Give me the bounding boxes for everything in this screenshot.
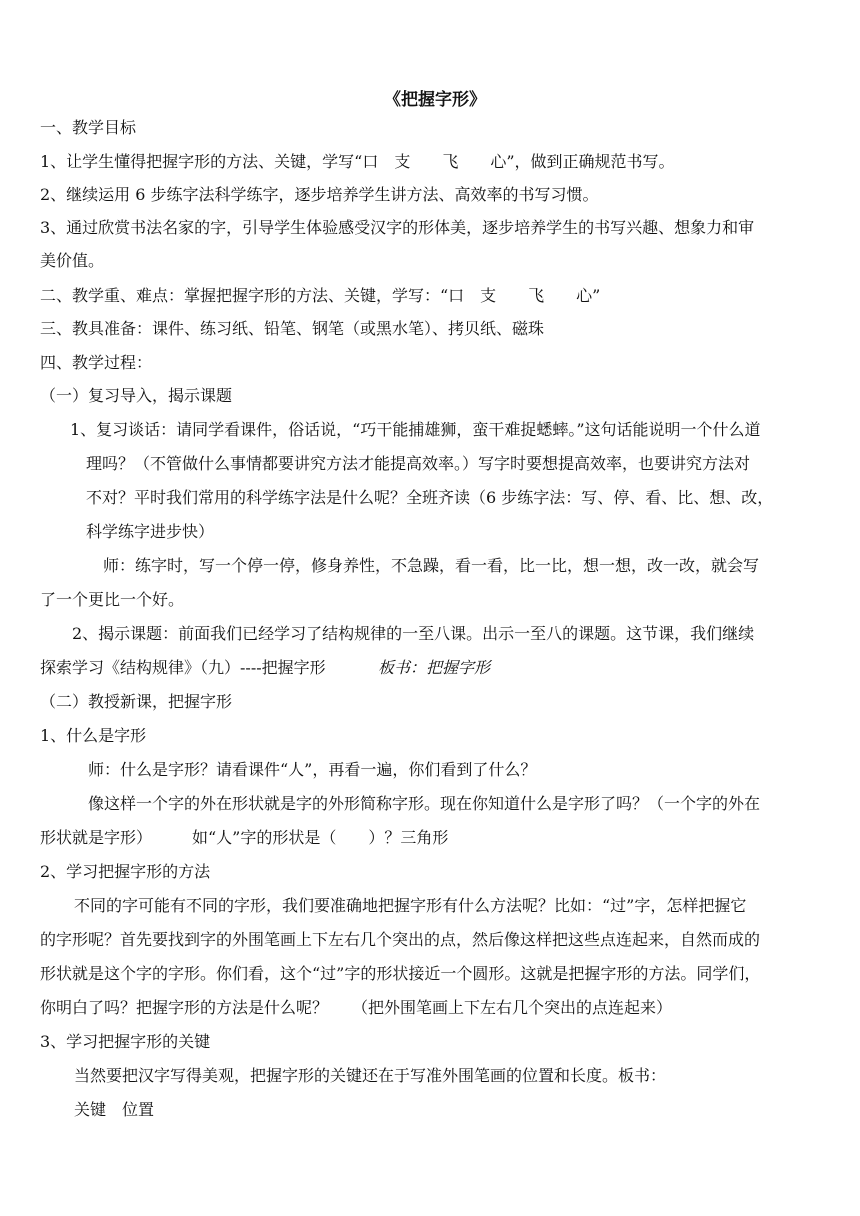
- goal-3: 3、通过欣赏书法名家的字，引导学生体验感受汉字的形体美，逐步培养学生的书写兴趣、想象力和审: [40, 218, 755, 237]
- teacher-question: 师：什么是字形？请看课件“人”，再看一遍，你们看到了什么？: [88, 760, 537, 779]
- subheading-key: 3、学习把握字形的关键: [40, 1032, 211, 1051]
- shape-definition-line-1: 像这样一个字的外在形状就是字的外形简称字形。现在你知道什么是字形了吗？（一个字的外在: [88, 794, 761, 813]
- method-line-2: 的字形呢？首先要找到字的外围笔画上下左右几个突出的点，然后像这样把这些点连起来，自然而成的: [40, 930, 761, 949]
- reveal-topic-line-2: 探索学习《结构规律》（九）----把握字形: [40, 658, 326, 677]
- heading-materials: 三、教具准备：课件、练习纸、铅笔、钢笔（或黑水笔）、拷贝纸、磁珠: [40, 319, 545, 338]
- review-talk-line-3: 不对？平时我们常用的科学练字法是什么呢？全班齐读（6 步练字法：写、停、看、比、想、改，: [86, 488, 774, 507]
- key-line-1: 当然要把汉字写得美观，把握字形的关键还在于写准外围笔画的位置和长度。板书：: [74, 1066, 667, 1085]
- review-talk-line-2: 理吗？（不管做什么事情都要讲究方法才能提高效率。）写字时要想提高效率，也要讲究方法对: [86, 454, 751, 473]
- method-line-4: 你明白了吗？把握字形的方法是什么呢？ （把外围笔画上下左右几个突出的点连起来）: [40, 998, 673, 1017]
- shape-definition-line-2: 形状就是字形） 如“人”字的形状是（ ）？三角形: [40, 828, 449, 847]
- goal-2: 2、继续运用 6 步练字法科学练字，逐步培养学生讲方法、高效率的书写习惯。: [40, 185, 599, 204]
- reveal-topic-line-1: 2、揭示课题：前面我们已经学习了结构规律的一至八课。出示一至八的课题。这节课，我们继续: [72, 624, 755, 643]
- method-line-1: 不同的字可能有不同的字形，我们要准确地把握字形有什么方法呢？比如：“过”字，怎样把握它: [74, 896, 747, 915]
- teacher-line-1: 师：练字时，写一个停一停，修身养性，不急躁，看一看，比一比，想一想，改一改，就会写: [103, 556, 760, 575]
- document-title: 《把握字形》: [384, 90, 486, 110]
- review-talk-line-1: 1、复习谈话：请同学看课件，俗话说，“巧干能捕雄狮，蛮干难捉蟋蟀。”这句话能说明一个什么道: [70, 420, 761, 439]
- method-line-3: 形状就是这个字的字形。你们看，这个“过”字的形状接近一个圆形。这就是把握字形的方法。同学们，: [40, 964, 761, 983]
- heading-key-points: 二、教学重、难点：掌握把握字形的方法、关键，学写：“口 支 飞 心”: [40, 286, 601, 305]
- teacher-line-2: 了一个更比一个好。: [40, 590, 185, 609]
- goal-1: 1、让学生懂得把握字形的方法、关键，学写“口 支 飞 心”，做到正确规范书写。: [40, 152, 675, 171]
- section-review-intro: （一）复习导入，揭示课题: [40, 386, 233, 405]
- section-new-lesson: （二）教授新课，把握字形: [40, 692, 233, 711]
- key-line-2: 关键 位置: [74, 1100, 155, 1119]
- heading-process: 四、教学过程：: [40, 353, 153, 372]
- review-talk-line-4: 科学练字进步快）: [86, 522, 215, 541]
- heading-teaching-goals: 一、教学目标: [40, 118, 137, 137]
- subheading-what-is-shape: 1、什么是字形: [40, 726, 147, 745]
- board-note: 板书：把握字形: [378, 658, 491, 677]
- goal-3-cont: 美价值。: [40, 251, 105, 270]
- subheading-method: 2、学习把握字形的方法: [40, 862, 211, 881]
